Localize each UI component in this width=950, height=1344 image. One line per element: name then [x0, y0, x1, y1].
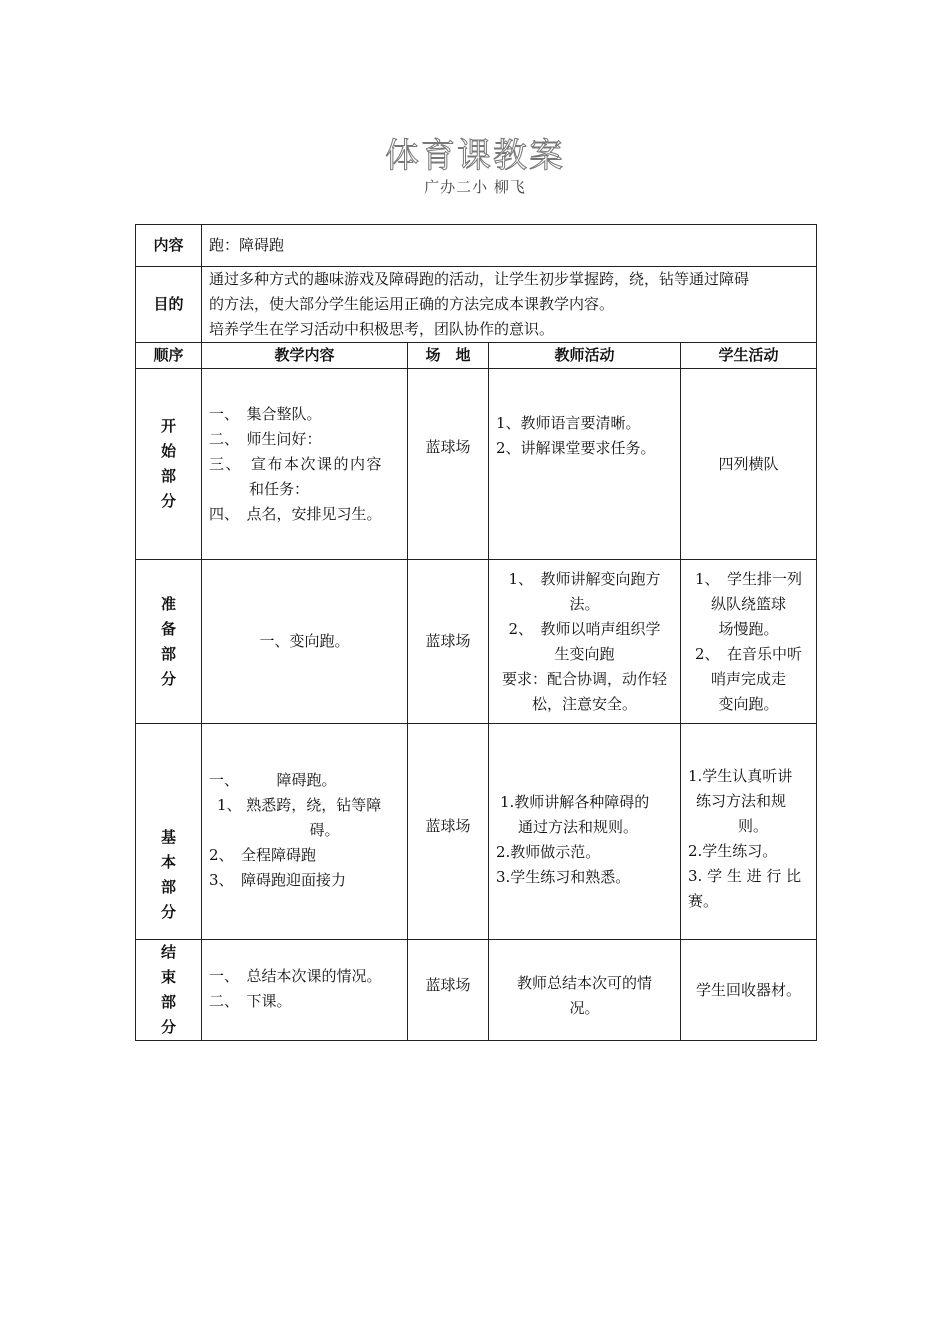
section-name: 结 束 部 分: [136, 940, 202, 1041]
section-row-end: [136, 940, 817, 1041]
section-venue: 蓝球场: [408, 940, 489, 1041]
section-venue: 蓝球场: [408, 369, 489, 560]
goal-line: 的方法，使大部分学生能运用正确的方法完成本课教学内容。: [209, 295, 615, 313]
section-content: 一、 集合整队。 二、 师生问好： 三、 宣布本次课的内容 和任务： 四、 点名，安排见习生。: [202, 369, 408, 560]
header-teacher-activity: 教师活动: [489, 343, 681, 369]
goal-line: 培养学生在学习活动中积极思考，团队协作的意识。: [209, 320, 555, 338]
section-name: 基 本 部 分: [136, 724, 202, 940]
section-row-main: [136, 724, 817, 940]
section-student-activity: 1、 学生排一列 纵队绕篮球 场慢跑。 2、 在音乐中听 哨声完成走 变向跑。: [681, 560, 817, 724]
content-row: [136, 225, 817, 267]
content-value: 跑：障碍跑: [202, 225, 817, 267]
section-content: 一、变向跑。: [202, 560, 408, 724]
section-name: 准 备 部 分: [136, 560, 202, 724]
section-student-activity: 学生回收器材。: [681, 940, 817, 1041]
content-label: 内容: [136, 225, 202, 267]
header-teaching-content: 教学内容: [202, 343, 408, 369]
header-student-activity: 学生活动: [681, 343, 817, 369]
goal-text: [202, 267, 817, 343]
section-venue: 蓝球场: [408, 560, 489, 724]
header-order: 顺序: [136, 343, 202, 369]
section-student-activity: 1.学生认真听讲 练习方法和规 则。 2.学生练习。 3. 学 生 进 行 比 赛。: [681, 724, 817, 940]
goal-label: 目的: [136, 267, 202, 343]
goal-line: 通过多种方式的趣味游戏及障碍跑的活动，让学生初步掌握跨，绕，钻等通过障碍: [209, 270, 750, 288]
section-student-activity: 四列横队: [681, 369, 817, 560]
section-teacher-activity: 教师总结本次可的情 况。: [489, 940, 681, 1041]
section-content: 一、 障碍跑。 1、 熟悉跨，绕，钻等障 碍。 2、 全程障碍跑 3、 障碍跑迎面接力: [202, 724, 408, 940]
section-teacher-activity: 1.教师讲解各种障碍的 通过方法和规则。 2.教师做示范。 3.学生练习和熟悉。: [489, 724, 681, 940]
section-teacher-activity: 1、教师语言要清晰。 2、讲解课堂要求任务。: [489, 369, 681, 560]
section-content: 一、 总结本次课的情况。 二、 下课。: [202, 940, 408, 1041]
document-title: 体育课教案: [385, 136, 565, 176]
header-row: [136, 343, 817, 369]
section-teacher-activity: 1、 教师讲解变向跑方 法。 2、 教师以哨声组织学 生变向跑 要求：配合协调，动作轻 松，注意安全。: [489, 560, 681, 724]
section-name: 开 始 部 分: [136, 369, 202, 560]
document-subtitle: 广办二小 柳飞: [424, 178, 526, 196]
section-row-start: [136, 369, 817, 560]
lesson-plan-table: [135, 224, 817, 1041]
section-venue: 蓝球场: [408, 724, 489, 940]
goal-row: [136, 267, 817, 343]
section-row-warmup: [136, 560, 817, 724]
header-venue: 场 地: [408, 343, 489, 369]
